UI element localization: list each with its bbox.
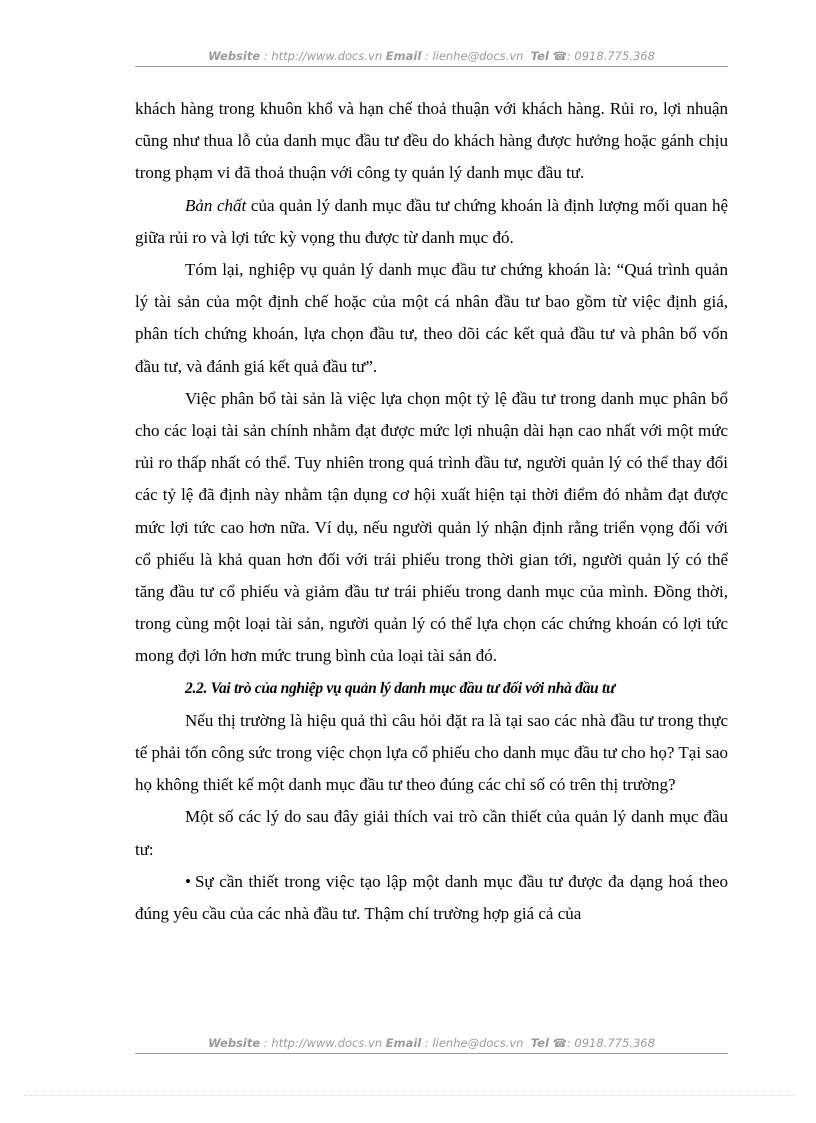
paragraph	[135, 190, 728, 254]
header-email-sep: :	[421, 49, 433, 63]
paragraph: Việc phân bổ tài sản là việc lựa chọn một tỷ lệ đầu tư trong danh mục phân bổ cho các loại tài sản chính nhằm đạt được mức lợi nhuận dài hạn cao nhất với một mức rủi ro thấp nhất có thể. Tuy nhiên trong quá trình đầu tư, người quản lý có thể thay đổi các tỷ lệ đã định này nhằm tận dụng cơ hội xuất hiện tại thời điểm đó nhằm đạt được mức lợi tức cao hơn nữa. Ví dụ, nếu người quản lý nhận định rằng triển vọng đối với cổ phiếu là khả quan hơn đối với trái phiếu trong thời gian tới, người quản lý có thể tăng đầu tư cổ phiếu và giảm đầu tư trái phiếu trong danh mục của mình. Đồng thời, trong cùng một loại tài sản, người quản lý có thể lựa chọn các chứng khoán có lợi tức mong đợi lớn hơn mức trung bình của loại tài sản đó.	[135, 388, 728, 666]
header-website-sep: :	[260, 49, 272, 63]
footer-website-label: Website	[208, 1036, 261, 1050]
page-bottom-border	[24, 1095, 794, 1096]
document-body	[135, 93, 728, 930]
footer-email-value[interactable]: lienhe@docs.vn	[432, 1036, 524, 1050]
footer-website-url[interactable]: http://www.docs.vn	[271, 1036, 383, 1050]
header-tel-label: Tel	[530, 49, 549, 63]
phone-icon: ☎	[552, 49, 567, 63]
phone-icon: ☎	[552, 1036, 567, 1050]
header-email-value[interactable]: lienhe@docs.vn	[432, 49, 524, 63]
paragraph: Nếu thị trường là hiệu quả thì câu hỏi đặt ra là tại sao các nhà đầu tư trong thực tế phải tốn công sức trong việc chọn lựa cổ phiếu cho danh mục đầu tư cho họ? Tại sao họ không thiết kế một danh mục đầu tư theo đúng các chỉ số có trên thị trường?	[135, 710, 728, 795]
paragraph: khách hàng trong khuôn khổ và hạn chế thoả thuận với khách hàng. Rủi ro, lợi nhuận cũng như thua lỗ của danh mục đầu tư đều do khách hàng được hưởng hoặc gánh chịu trong phạm vi đã thoả thuận với công ty quản lý danh mục đầu tư.	[135, 99, 728, 183]
paragraph: Một số các lý do sau đây giải thích vai trò cần thiết của quản lý danh mục đầu tư:	[135, 807, 728, 859]
footer-email-label: Email	[385, 1036, 422, 1050]
header-divider	[135, 66, 728, 67]
header-website-url[interactable]: http://www.docs.vn	[271, 49, 383, 63]
header-website-label: Website	[208, 49, 261, 63]
bullet-paragraph	[135, 866, 728, 930]
emphasis-term: Bản chất	[185, 195, 247, 215]
paragraph: Tóm lại, nghiệp vụ quản lý danh mục đầu tư chứng khoán là: “Quá trình quản lý tài sản của một định chế hoặc của một cá nhân đầu tư bao gồm từ việc định giá, phân tích chứng khoán, lựa chọn đầu tư, theo dõi các kết quả đầu tư và phân bổ vốn đầu tư, và đánh giá kết quả đầu tư”.	[135, 260, 728, 376]
paragraph-text: của quản lý danh mục đầu tư chứng khoán là định lượng mối quan hệ giữa rủi ro và lợi tức kỳ vọng thu được từ danh mục đó.	[135, 195, 728, 247]
header-tel-value: : 0918.775.368	[566, 49, 655, 63]
footer-tel-label: Tel	[530, 1036, 549, 1050]
footer-email-sep: :	[421, 1036, 433, 1050]
bullet-icon: •	[185, 871, 191, 891]
footer-website-sep: :	[260, 1036, 272, 1050]
footer-divider	[135, 1053, 728, 1054]
section-heading: 2.2. Vai trò của nghiệp vụ quản lý danh mục đầu tư đối với nhà đầu tư	[185, 679, 615, 697]
header-email-label: Email	[385, 49, 422, 63]
footer-tel-value: : 0918.775.368	[566, 1036, 655, 1050]
page-footer	[135, 1036, 728, 1050]
paragraph-text: Sự cần thiết trong việc tạo lập một danh mục đầu tư được đa dạng hoá theo đúng yêu cầu của các nhà đầu tư. Thậm chí trường hợp giá cả của	[135, 871, 728, 924]
page-header	[135, 49, 728, 63]
